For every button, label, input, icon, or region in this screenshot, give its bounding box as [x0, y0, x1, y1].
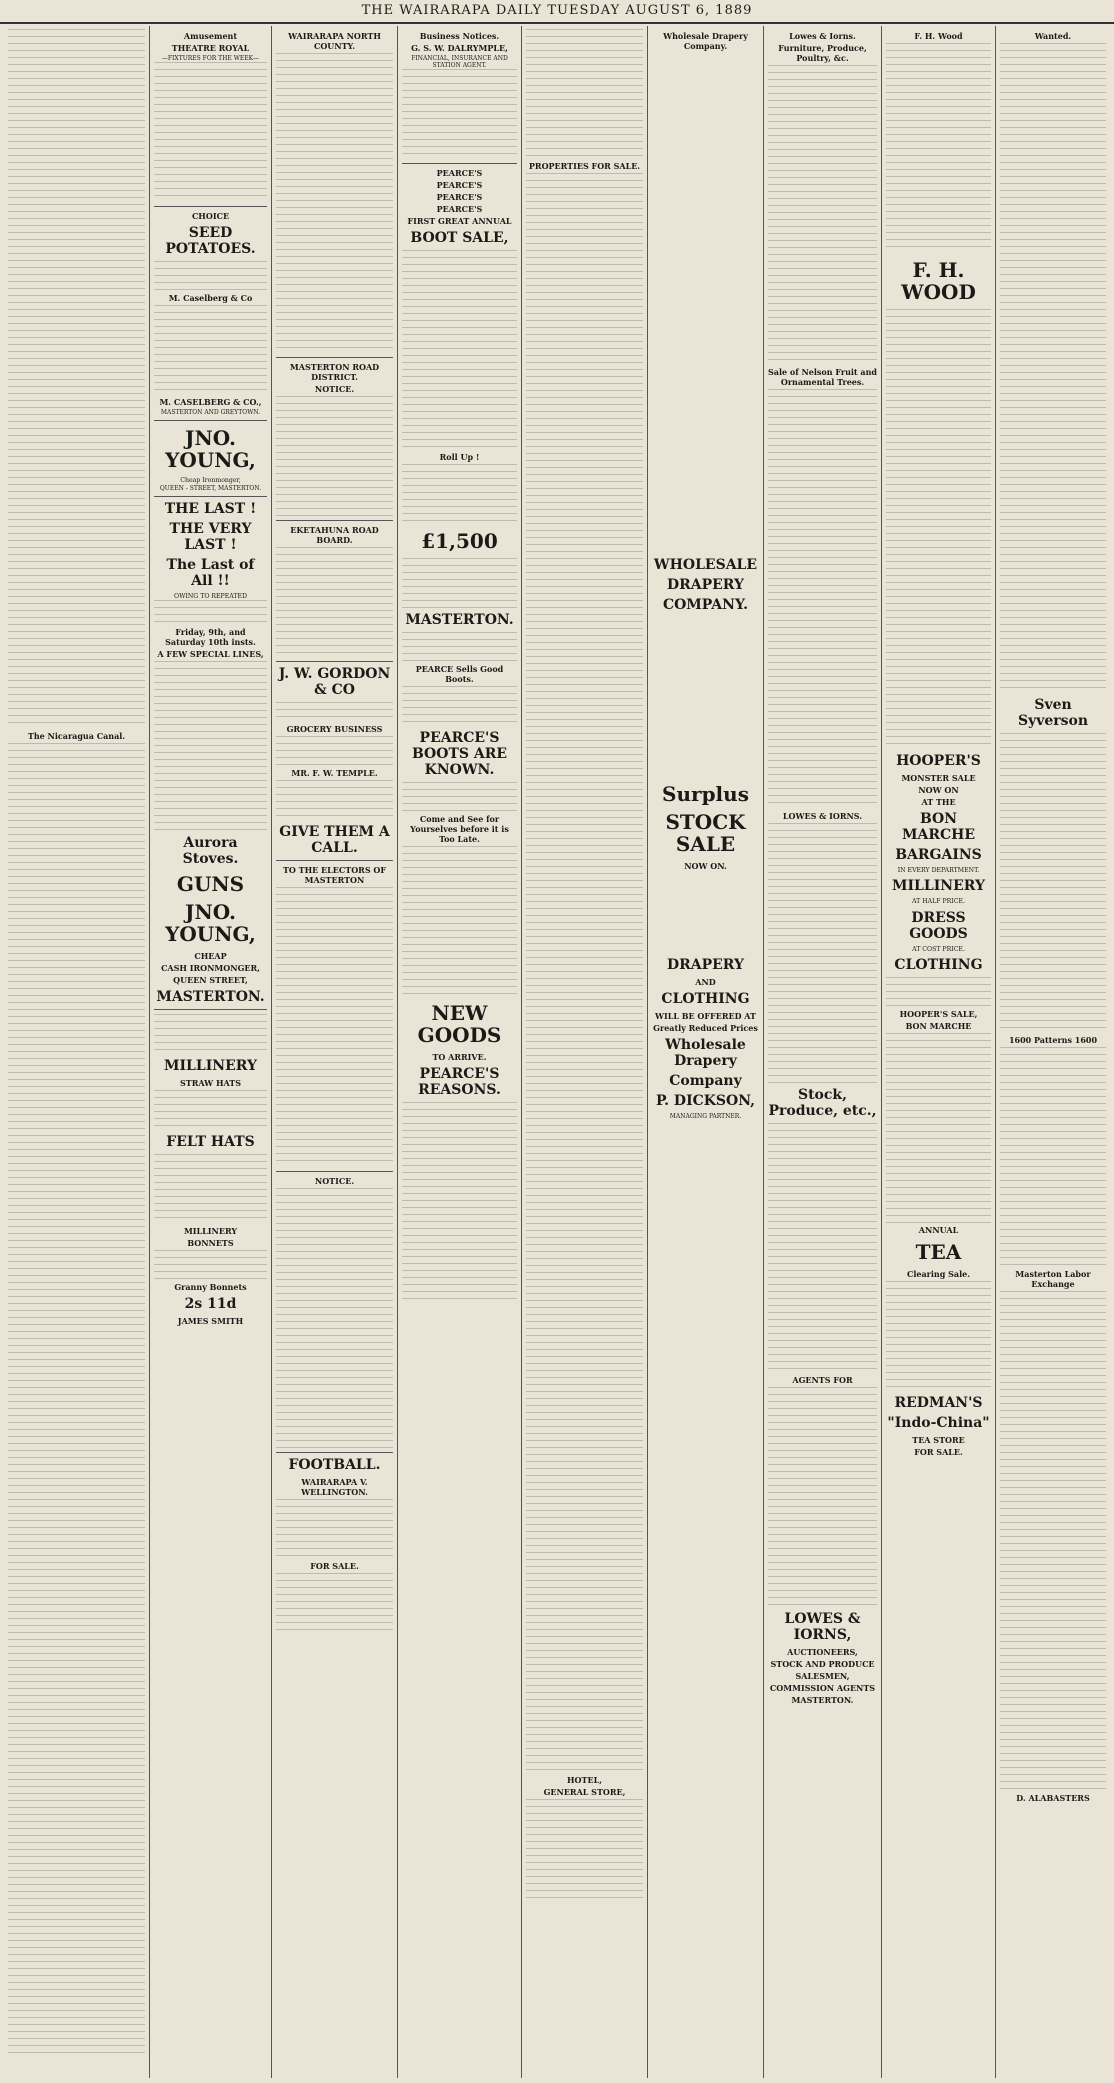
wanted-text: [1000, 43, 1106, 693]
drapery-2: DRAPERY: [666, 957, 745, 973]
stock-produce: Stock, Produce, etc.,: [768, 1087, 877, 1119]
bonnets: BONNETS: [187, 1238, 234, 1249]
column-drapery: [648, 26, 764, 2078]
listing-text: [526, 1799, 643, 1899]
masterton: MASTERTON.: [156, 989, 265, 1006]
ad-text: [154, 661, 267, 831]
come-see: Come and See for Yourselves before it is Too Late.: [410, 814, 509, 845]
masthead-title: THE WAIRARAPA DAILY TUESDAY AUGUST 6, 1889: [361, 3, 753, 18]
column-business: [398, 26, 522, 2078]
notice-text: [276, 1188, 393, 1448]
ad-text: [154, 600, 267, 625]
properties: PROPERTIES FOR SALE.: [528, 161, 641, 171]
last-1: THE LAST !: [164, 501, 257, 518]
jno-young-name-2: JNO. YOUNG,: [165, 900, 256, 947]
amount: £1,500: [421, 529, 498, 554]
pearces-3: PEARCE'S: [436, 192, 483, 203]
clearing: Clearing Sale.: [906, 1269, 970, 1280]
straw-hats: STRAW HATS: [179, 1078, 241, 1089]
caselberg-addr: MASTERTON AND GREYTOWN.: [160, 409, 261, 417]
letter-text: [276, 887, 393, 1167]
wholesale-drapery: Wholesale Drapery: [665, 1037, 746, 1069]
ad-text: [768, 65, 877, 365]
pearces-2: PEARCE'S: [436, 180, 483, 191]
wanted-text: [1000, 1291, 1106, 1791]
grocery: GROCERY BUSINESS: [286, 724, 383, 734]
column-wanted: [996, 26, 1110, 2078]
managing-partner: MANAGING PARTNER.: [669, 1113, 742, 1120]
masterton-road: MASTERTON ROAD DISTRICT.: [289, 362, 380, 382]
james-smith: JAMES SMITH: [177, 1316, 244, 1327]
column-wood: [882, 26, 996, 2078]
jno-young-name: JNO. YOUNG,: [165, 426, 256, 473]
for-sale: FOR SALE.: [914, 1447, 963, 1458]
fixtures-heading: —FIXTURES FOR THE WEEK—: [161, 55, 260, 62]
column-lowes: [764, 26, 882, 2078]
greatly-reduced: Greatly Reduced Prices: [653, 1023, 758, 1033]
first-annual: FIRST GREAT ANNUAL: [407, 216, 512, 227]
general-store: GENERAL STORE,: [543, 1787, 626, 1797]
notice-text: [276, 1499, 393, 1559]
granny-bonnets: Granny Bonnets: [174, 1282, 247, 1293]
ad-text: [402, 464, 517, 524]
football: FOOTBALL.: [288, 1457, 381, 1473]
sven: Sven Syverson: [1017, 697, 1089, 729]
article-text: [8, 29, 145, 729]
section-heading: F. H. Wood: [914, 31, 963, 41]
masterton: MASTERTON.: [405, 612, 514, 629]
pearces-reasons: PEARCE'S REASONS.: [418, 1066, 501, 1099]
section-heading: Business Notices.: [419, 31, 500, 41]
stock-sale: STOCK SALE: [665, 810, 746, 856]
millinery-2: MILLINERY: [183, 1226, 238, 1237]
ad-text: [276, 702, 393, 722]
labor-exchange: Masterton Labor Exchange: [1015, 1269, 1091, 1289]
last-2: THE VERY LAST !: [169, 521, 252, 554]
patterns: 1600 Patterns 1600: [1008, 1035, 1098, 1045]
ad-text: [154, 305, 267, 395]
ad-text: [402, 558, 517, 608]
friday: Friday, 9th, and Saturday 10th insts.: [165, 627, 256, 648]
column-amusement: [150, 26, 272, 2078]
masthead: [0, 0, 1114, 24]
guns: GUNS: [176, 872, 245, 897]
pearce-good: PEARCE Sells Good Boots.: [415, 664, 504, 685]
give-call: GIVE THEM A CALL.: [279, 824, 390, 856]
ad-text: [886, 977, 991, 1007]
agents-for: AGENTS FOR: [792, 1375, 853, 1385]
ad-text: [526, 29, 643, 159]
surplus: Surplus: [662, 782, 749, 806]
seed-choice: CHOICE: [191, 211, 230, 222]
auctioneers: AUCTIONEERS,: [787, 1647, 858, 1657]
ad-text: [768, 1123, 877, 1373]
ad-text: [154, 1090, 267, 1130]
millinery: MILLINERY: [892, 878, 985, 895]
dalrymple: G. S. W. DALRYMPLE,: [411, 43, 508, 53]
wairarapa-wellington: WAIRARAPA V. WELLINGTON.: [301, 1477, 368, 1497]
millinery: MILLINERY: [164, 1058, 257, 1075]
ad-text: [402, 632, 517, 662]
jno-young-sub: Cheap Ironmonger,: [180, 477, 241, 485]
annual: ANNUAL: [918, 1225, 959, 1236]
section-heading: Wholesale Drapery Company.: [663, 31, 748, 51]
section-heading: Lowes & Iorns.: [789, 31, 856, 41]
masterton: MASTERTON.: [791, 1695, 854, 1705]
now-on: NOW ON: [918, 785, 959, 795]
ad-text: [402, 1102, 517, 1302]
aurora-stoves: Aurora Stoves.: [182, 835, 239, 868]
column-properties: [522, 26, 648, 2078]
section-heading: The Nicaragua Canal.: [27, 731, 126, 741]
boot-sale: BOOT SALE,: [410, 230, 509, 247]
jno-young-addr: QUEEN - STREET, MASTERTON.: [159, 484, 262, 492]
notice-text: [276, 1573, 393, 1633]
caselberg-name-2: M. CASELBERG & CO.,: [159, 397, 262, 408]
last-3: The Last of All !!: [166, 557, 255, 590]
notice-heading: WAIRARAPA NORTH COUNTY.: [288, 31, 381, 51]
ad-text: [154, 62, 267, 202]
repeated: OWING TO REPEATED: [174, 593, 247, 601]
queen-street: QUEEN STREET,: [173, 975, 248, 986]
notice-text: [276, 53, 393, 353]
ad-text: [768, 1387, 877, 1607]
ad-text: [886, 1033, 991, 1223]
at-the: AT THE: [921, 797, 956, 807]
clothing: CLOTHING: [894, 957, 983, 974]
caselberg-name: M. Caselberg & Co: [168, 293, 253, 304]
pearces-4: PEARCE'S: [436, 204, 483, 215]
special-lines: A FEW SPECIAL LINES,: [157, 649, 264, 660]
article-text: [8, 743, 145, 2053]
dickson: P. DICKSON,: [655, 1093, 756, 1109]
indo-china: "Indo-China": [887, 1415, 990, 1432]
price: 2s 11d: [184, 1296, 237, 1313]
temple: MR. F. W. TEMPLE.: [291, 768, 378, 778]
financial: FINANCIAL, INSURANCE AND STATION AGENT.: [411, 55, 508, 70]
now-on: NOW ON.: [684, 861, 727, 871]
felt-hats: FELT HATS: [166, 1134, 255, 1151]
furniture: Furniture, Produce, Poultry, &c.: [778, 43, 867, 63]
commission: COMMISSION AGENTS: [769, 1683, 876, 1693]
section-heading: Wanted.: [1034, 31, 1072, 41]
salesmen: SALESMEN,: [795, 1671, 850, 1681]
wanted-text: [1000, 1047, 1106, 1267]
and: AND: [695, 977, 716, 987]
ad-text: [276, 736, 393, 766]
ad-text: [154, 261, 267, 291]
seed-potatoes: SEED POTATOES.: [165, 225, 256, 258]
to-arrive: TO ARRIVE.: [432, 1052, 487, 1063]
notice-text: [276, 547, 393, 657]
stock-produce-2: STOCK AND PRODUCE: [770, 1659, 875, 1669]
hoopers-sale: HOOPER'S SALE,: [899, 1009, 978, 1020]
ad-text: [154, 1154, 267, 1224]
ad-text: [154, 1014, 267, 1054]
for-sale: FOR SALE.: [310, 1561, 359, 1571]
ad-text: [276, 780, 393, 820]
alabasters: D. ALABASTERS: [1016, 1793, 1090, 1803]
cheap: CHEAP: [194, 951, 227, 962]
half-price: AT HALF PRICE.: [912, 898, 965, 906]
ad-text: [154, 1250, 267, 1280]
theatre-heading: THEATRE ROYAL: [171, 43, 250, 53]
new-goods: NEW GOODS: [417, 1001, 502, 1048]
wanted-text: [1000, 733, 1106, 1033]
bon-marche-2: BON MARCHE: [905, 1021, 972, 1032]
listing-text: [526, 173, 643, 1773]
wholesale: WHOLESALE: [653, 557, 758, 573]
monster-sale: MONSTER SALE: [901, 773, 976, 783]
notice-2: NOTICE.: [314, 384, 355, 394]
tea-store: TEA STORE: [912, 1435, 965, 1446]
nursery: Sale of Nelson Fruit and Ornamental Trees.: [768, 367, 878, 387]
ad-text: [402, 846, 517, 996]
every-dept: IN EVERY DEPARTMENT.: [897, 867, 980, 874]
lowes-iorns-2: LOWES & IORNS,: [784, 1611, 861, 1643]
drapery: DRAPERY: [666, 577, 745, 593]
jw-gordon: J. W. GORDON & CO: [278, 666, 391, 698]
ad-text: [402, 686, 517, 726]
cost-price: AT COST PRICE.: [912, 945, 965, 953]
bon-marche: BON MARCHE: [901, 811, 976, 843]
pearces-1: PEARCE'S: [436, 168, 483, 179]
lowes-iorns: LOWES & IORNS.: [782, 811, 863, 821]
section-heading: Amusement: [183, 31, 238, 41]
fh-wood: F. H. WOOD: [901, 258, 976, 304]
column-notices: [272, 26, 398, 2078]
ad-text: [768, 389, 877, 809]
notice-3: NOTICE.: [314, 1176, 355, 1186]
hotel: HOTEL,: [567, 1775, 602, 1785]
ad-text: [402, 250, 517, 450]
dress-goods: DRESS GOODS: [909, 909, 968, 942]
ad-text: [768, 823, 877, 1083]
tea: TEA: [915, 1240, 962, 1265]
company-2: Company: [669, 1073, 742, 1089]
hoopers: HOOPER'S: [896, 753, 981, 769]
eketahuna: EKETAHUNA ROAD BOARD.: [290, 525, 379, 545]
roll-up: Roll Up !: [439, 452, 480, 463]
ad-text: [402, 782, 517, 812]
known: PEARCE'S BOOTS ARE KNOWN.: [411, 730, 508, 779]
electors: TO THE ELECTORS OF MASTERTON: [282, 865, 387, 885]
clothing: CLOTHING: [661, 991, 750, 1007]
notice-text: [276, 396, 393, 516]
offered: WILL BE OFFERED AT: [654, 1011, 757, 1021]
company: COMPANY.: [662, 597, 749, 613]
ad-text: [886, 43, 991, 253]
column-news: [4, 26, 150, 2078]
ad-text: [886, 309, 991, 749]
redmans: REDMAN'S: [894, 1395, 983, 1412]
ad-text: [402, 69, 517, 159]
newspaper-columns: [4, 26, 1110, 2078]
cash-ironmonger: CASH IRONMONGER,: [161, 963, 260, 974]
bargains: BARGAINS: [895, 847, 982, 863]
ad-text: [886, 1281, 991, 1391]
